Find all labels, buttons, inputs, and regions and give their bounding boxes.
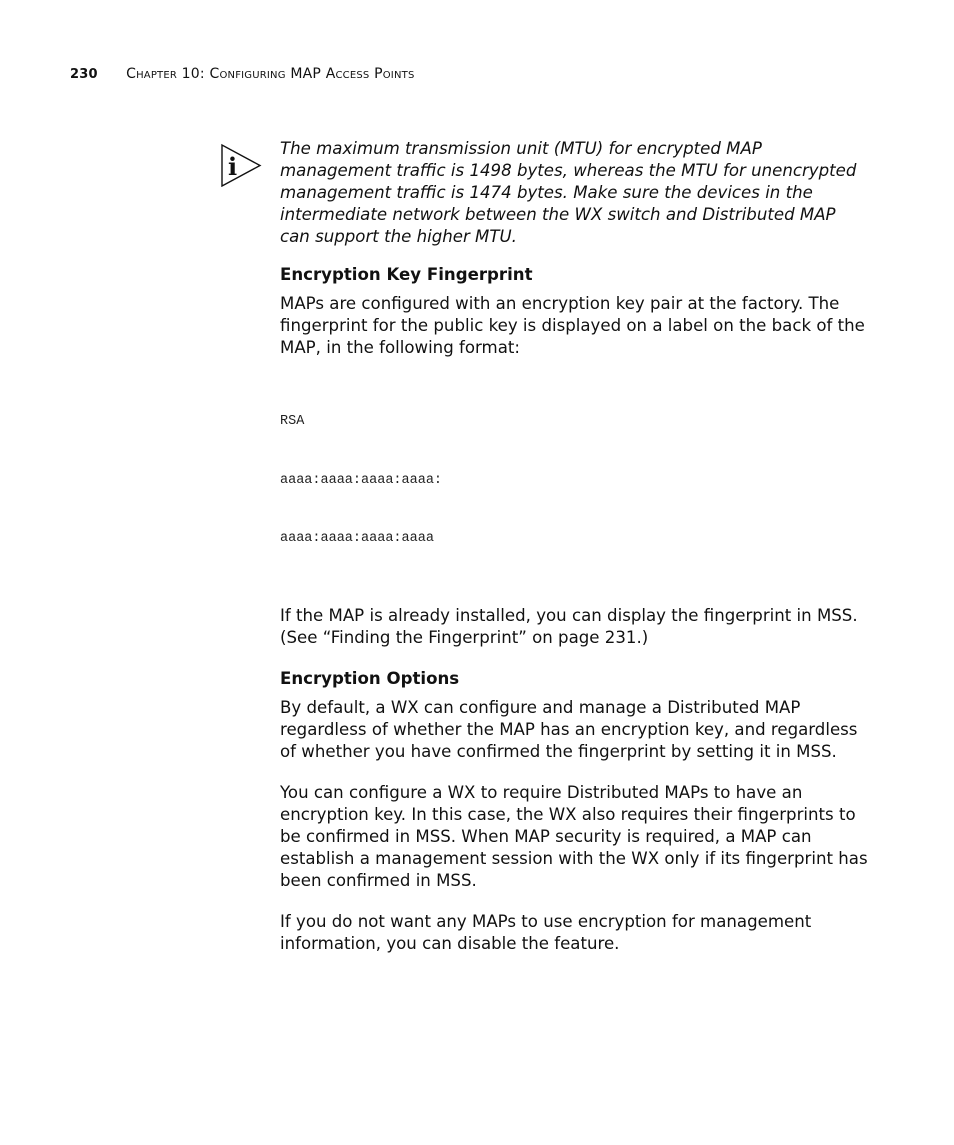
page-number: 230	[70, 67, 98, 82]
section-heading-options: Encryption Options	[280, 668, 460, 688]
fingerprint-format-code	[280, 373, 870, 588]
options-default-paragraph: By default, a WX can configure and manage a Distributed MAP regardless of whether the MAP has an encryption key, and regardless of whether you have confirmed the fingerprint by setting it in MSS.	[280, 697, 858, 761]
info-icon	[220, 143, 262, 187]
code-line: aaaa:aaaa:aaaa:aaaa	[280, 531, 434, 546]
fingerprint-display-paragraph: If the MAP is already installed, you can display the fingerprint in MSS. (See “Finding the Fingerprint” on page 231.)	[280, 605, 858, 647]
code-line: aaaa:aaaa:aaaa:aaaa:	[280, 472, 443, 488]
note-text: The maximum transmission unit (MTU) for encrypted MAP management traffic is 1498 bytes, whereas the MTU for unencrypted management traffic is 1474 bytes. Make sure the devices in the intermediate network between the WX switch and Distributed MAP can support the higher MTU.	[280, 139, 857, 246]
options-require-paragraph: You can configure a WX to require Distributed MAPs to have an encryption key. In this case, the WX also requires their fingerprints to be confirmed in MSS. When MAP security is required, a MAP can establish a management session with the WX only if its fingerprint has been confirmed in MSS.	[280, 782, 868, 890]
running-header	[70, 66, 415, 82]
options-disable-paragraph: If you do not want any MAPs to use encryption for management information, you can disable the feature.	[280, 911, 812, 953]
fingerprint-intro-paragraph: MAPs are configured with an encryption key pair at the factory. The fingerprint for the public key is displayed on a label on the back of the MAP, in the following format:	[280, 294, 865, 357]
svg-text:i: i	[228, 152, 238, 181]
section-heading-fingerprint: Encryption Key Fingerprint	[280, 265, 533, 284]
chapter-title: Chapter 10: Configuring MAP Access Points	[126, 66, 415, 82]
code-line: RSA	[280, 414, 305, 429]
page-content	[280, 138, 870, 974]
